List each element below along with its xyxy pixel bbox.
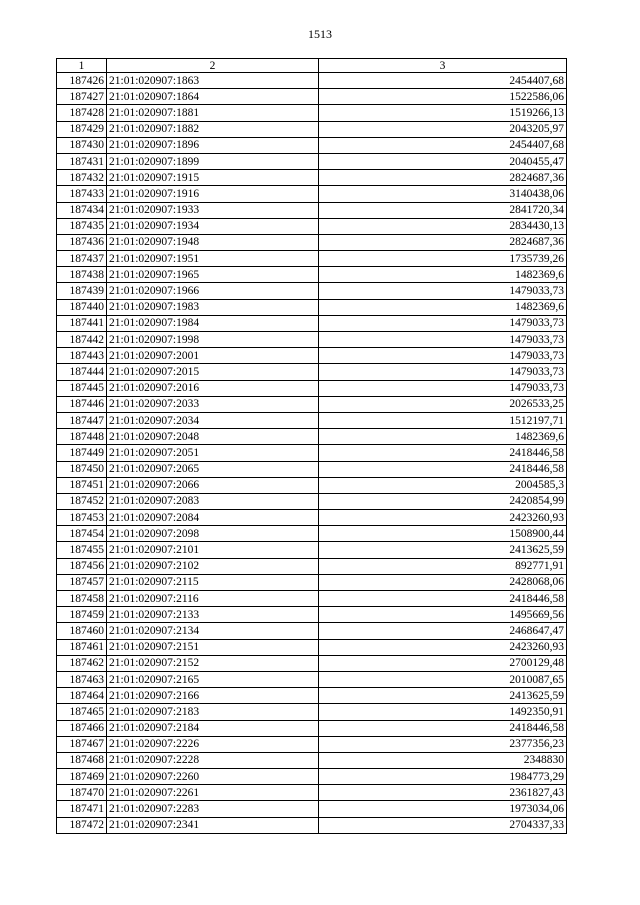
cadastral-number: 21:01:020907:1998 <box>107 332 319 348</box>
cadastral-number: 21:01:020907:1951 <box>107 251 319 267</box>
table-row <box>57 752 567 768</box>
cadastral-number: 21:01:020907:2116 <box>107 591 319 607</box>
table-row <box>57 623 567 639</box>
cadastral-number: 21:01:020907:2101 <box>107 542 319 558</box>
cadastral-number: 21:01:020907:1881 <box>107 105 319 121</box>
cadastral-value: 2834430,13 <box>319 218 567 234</box>
table-row <box>57 315 567 331</box>
table-row <box>57 477 567 493</box>
row-number: 187443 <box>57 348 107 364</box>
row-number: 187458 <box>57 591 107 607</box>
table-row <box>57 105 567 121</box>
cadastral-number: 21:01:020907:1915 <box>107 170 319 186</box>
cadastral-value: 1479033,73 <box>319 380 567 396</box>
row-number: 187436 <box>57 234 107 250</box>
row-number: 187428 <box>57 105 107 121</box>
table-row <box>57 574 567 590</box>
cadastral-number: 21:01:020907:1983 <box>107 299 319 315</box>
row-number: 187435 <box>57 218 107 234</box>
cadastral-value: 1479033,73 <box>319 332 567 348</box>
row-number: 187459 <box>57 607 107 623</box>
header-col-3: 3 <box>319 59 567 73</box>
cadastral-value: 2420854,99 <box>319 493 567 509</box>
cadastral-value: 1519266,13 <box>319 105 567 121</box>
row-number: 187432 <box>57 170 107 186</box>
cadastral-value: 1482369,6 <box>319 267 567 283</box>
table-row <box>57 801 567 817</box>
row-number: 187447 <box>57 412 107 428</box>
table-row <box>57 639 567 655</box>
table-row <box>57 348 567 364</box>
table-row <box>57 769 567 785</box>
row-number: 187457 <box>57 574 107 590</box>
row-number: 187471 <box>57 801 107 817</box>
table-row <box>57 817 567 833</box>
row-number: 187439 <box>57 283 107 299</box>
cadastral-number: 21:01:020907:2033 <box>107 396 319 412</box>
cadastral-number: 21:01:020907:2261 <box>107 785 319 801</box>
cadastral-value: 2428068,06 <box>319 574 567 590</box>
table-row <box>57 251 567 267</box>
table-row <box>57 89 567 105</box>
row-number: 187452 <box>57 493 107 509</box>
table-row <box>57 704 567 720</box>
cadastral-number: 21:01:020907:2152 <box>107 655 319 671</box>
cadastral-value: 2824687,36 <box>319 234 567 250</box>
cadastral-number: 21:01:020907:1966 <box>107 283 319 299</box>
header-col-2: 2 <box>107 59 319 73</box>
table-row <box>57 412 567 428</box>
cadastral-value: 2824687,36 <box>319 170 567 186</box>
cadastral-value: 1479033,73 <box>319 315 567 331</box>
cadastral-value: 1522586,06 <box>319 89 567 105</box>
cadastral-number: 21:01:020907:2166 <box>107 688 319 704</box>
row-number: 187426 <box>57 73 107 89</box>
table-row <box>57 186 567 202</box>
cadastral-number: 21:01:020907:2184 <box>107 720 319 736</box>
cadastral-number: 21:01:020907:1896 <box>107 137 319 153</box>
table-row <box>57 510 567 526</box>
cadastral-value: 1984773,29 <box>319 769 567 785</box>
cadastral-value: 3140438,06 <box>319 186 567 202</box>
row-number: 187461 <box>57 639 107 655</box>
row-number: 187466 <box>57 720 107 736</box>
cadastral-number: 21:01:020907:1864 <box>107 89 319 105</box>
cadastral-value: 2423260,93 <box>319 510 567 526</box>
table-row <box>57 267 567 283</box>
cadastral-number: 21:01:020907:2102 <box>107 558 319 574</box>
cadastral-number: 21:01:020907:2134 <box>107 623 319 639</box>
cadastral-value: 2413625,59 <box>319 688 567 704</box>
cadastral-value: 2004585,3 <box>319 477 567 493</box>
row-number: 187462 <box>57 655 107 671</box>
table-row <box>57 736 567 752</box>
table-row <box>57 121 567 137</box>
table-row <box>57 671 567 687</box>
cadastral-value: 1482369,6 <box>319 299 567 315</box>
cadastral-value: 2043205,97 <box>319 121 567 137</box>
cadastral-number: 21:01:020907:2228 <box>107 752 319 768</box>
row-number: 187470 <box>57 785 107 801</box>
table-body <box>57 73 567 834</box>
table-row <box>57 526 567 542</box>
cadastral-number: 21:01:020907:1933 <box>107 202 319 218</box>
cadastral-number: 21:01:020907:2051 <box>107 445 319 461</box>
cadastral-value: 2418446,58 <box>319 591 567 607</box>
row-number: 187441 <box>57 315 107 331</box>
header-col-1: 1 <box>57 59 107 73</box>
table-row <box>57 332 567 348</box>
cadastral-number: 21:01:020907:2083 <box>107 493 319 509</box>
row-number: 187431 <box>57 153 107 169</box>
table-row <box>57 202 567 218</box>
cadastral-value: 2700129,48 <box>319 655 567 671</box>
row-number: 187455 <box>57 542 107 558</box>
cadastral-value: 2423260,93 <box>319 639 567 655</box>
table-header <box>57 59 567 73</box>
row-number: 187468 <box>57 752 107 768</box>
cadastral-number: 21:01:020907:2034 <box>107 412 319 428</box>
cadastral-number: 21:01:020907:2016 <box>107 380 319 396</box>
cadastral-number: 21:01:020907:2183 <box>107 704 319 720</box>
table-row <box>57 218 567 234</box>
cadastral-value: 2361827,43 <box>319 785 567 801</box>
cadastral-value: 1479033,73 <box>319 364 567 380</box>
cadastral-number: 21:01:020907:2001 <box>107 348 319 364</box>
cadastral-number: 21:01:020907:2283 <box>107 801 319 817</box>
cadastral-value: 1512197,71 <box>319 412 567 428</box>
cadastral-value: 892771,91 <box>319 558 567 574</box>
row-number: 187446 <box>57 396 107 412</box>
table-row <box>57 558 567 574</box>
cadastral-number: 21:01:020907:1899 <box>107 153 319 169</box>
cadastral-value: 1508900,44 <box>319 526 567 542</box>
table-row <box>57 153 567 169</box>
row-number: 187449 <box>57 445 107 461</box>
cadastral-value: 2454407,68 <box>319 73 567 89</box>
table-row <box>57 655 567 671</box>
cadastral-number: 21:01:020907:2226 <box>107 736 319 752</box>
table-row <box>57 283 567 299</box>
row-number: 187444 <box>57 364 107 380</box>
cadastral-number: 21:01:020907:2098 <box>107 526 319 542</box>
cadastral-number: 21:01:020907:1984 <box>107 315 319 331</box>
table-row <box>57 607 567 623</box>
cadastral-value: 2040455,47 <box>319 153 567 169</box>
table-row <box>57 493 567 509</box>
row-number: 187448 <box>57 429 107 445</box>
cadastral-number: 21:01:020907:2165 <box>107 671 319 687</box>
row-number: 187465 <box>57 704 107 720</box>
cadastral-number: 21:01:020907:2260 <box>107 769 319 785</box>
cadastral-value: 2413625,59 <box>319 542 567 558</box>
row-number: 187453 <box>57 510 107 526</box>
table-row <box>57 73 567 89</box>
cadastral-value: 2841720,34 <box>319 202 567 218</box>
cadastral-number: 21:01:020907:2341 <box>107 817 319 833</box>
row-number: 187429 <box>57 121 107 137</box>
row-number: 187469 <box>57 769 107 785</box>
cadastral-value: 1973034,06 <box>319 801 567 817</box>
row-number: 187438 <box>57 267 107 283</box>
cadastral-number: 21:01:020907:1916 <box>107 186 319 202</box>
cadastral-value: 2377356,23 <box>319 736 567 752</box>
table-row <box>57 688 567 704</box>
table-row <box>57 785 567 801</box>
cadastral-value: 2418446,58 <box>319 461 567 477</box>
table-row <box>57 380 567 396</box>
cadastral-value: 1479033,73 <box>319 283 567 299</box>
table-row <box>57 445 567 461</box>
row-number: 187440 <box>57 299 107 315</box>
cadastral-value-table <box>56 58 567 834</box>
cadastral-value: 1482369,6 <box>319 429 567 445</box>
table-row <box>57 591 567 607</box>
cadastral-number: 21:01:020907:2048 <box>107 429 319 445</box>
table-row <box>57 461 567 477</box>
cadastral-value: 2418446,58 <box>319 720 567 736</box>
cadastral-number: 21:01:020907:2151 <box>107 639 319 655</box>
header-row <box>57 59 567 73</box>
row-number: 187451 <box>57 477 107 493</box>
table-row <box>57 234 567 250</box>
row-number: 187450 <box>57 461 107 477</box>
cadastral-value: 2026533,25 <box>319 396 567 412</box>
cadastral-value: 2704337,33 <box>319 817 567 833</box>
row-number: 187460 <box>57 623 107 639</box>
table-row <box>57 542 567 558</box>
row-number: 187463 <box>57 671 107 687</box>
cadastral-value: 2418446,58 <box>319 445 567 461</box>
cadastral-value: 1492350,91 <box>319 704 567 720</box>
table-row <box>57 299 567 315</box>
table-row <box>57 429 567 445</box>
row-number: 187434 <box>57 202 107 218</box>
cadastral-number: 21:01:020907:2115 <box>107 574 319 590</box>
table-row <box>57 720 567 736</box>
cadastral-number: 21:01:020907:2084 <box>107 510 319 526</box>
cadastral-value: 1479033,73 <box>319 348 567 364</box>
row-number: 187464 <box>57 688 107 704</box>
cadastral-value: 2468647,47 <box>319 623 567 639</box>
row-number: 187445 <box>57 380 107 396</box>
cadastral-number: 21:01:020907:2066 <box>107 477 319 493</box>
cadastral-number: 21:01:020907:1882 <box>107 121 319 137</box>
table-row <box>57 170 567 186</box>
row-number: 187472 <box>57 817 107 833</box>
cadastral-number: 21:01:020907:1863 <box>107 73 319 89</box>
cadastral-value: 2454407,68 <box>319 137 567 153</box>
cadastral-value: 1735739,26 <box>319 251 567 267</box>
cadastral-number: 21:01:020907:1965 <box>107 267 319 283</box>
row-number: 187442 <box>57 332 107 348</box>
row-number: 187433 <box>57 186 107 202</box>
table-row <box>57 364 567 380</box>
cadastral-number: 21:01:020907:2133 <box>107 607 319 623</box>
cadastral-number: 21:01:020907:2065 <box>107 461 319 477</box>
table-row <box>57 396 567 412</box>
row-number: 187467 <box>57 736 107 752</box>
row-number: 187427 <box>57 89 107 105</box>
row-number: 187456 <box>57 558 107 574</box>
row-number: 187454 <box>57 526 107 542</box>
cadastral-number: 21:01:020907:2015 <box>107 364 319 380</box>
page-number: 1513 <box>308 27 332 41</box>
cadastral-number: 21:01:020907:1934 <box>107 218 319 234</box>
table-row <box>57 137 567 153</box>
cadastral-value: 2010087,65 <box>319 671 567 687</box>
cadastral-value: 1495669,56 <box>319 607 567 623</box>
cadastral-value: 2348830 <box>319 752 567 768</box>
row-number: 187437 <box>57 251 107 267</box>
row-number: 187430 <box>57 137 107 153</box>
cadastral-number: 21:01:020907:1948 <box>107 234 319 250</box>
